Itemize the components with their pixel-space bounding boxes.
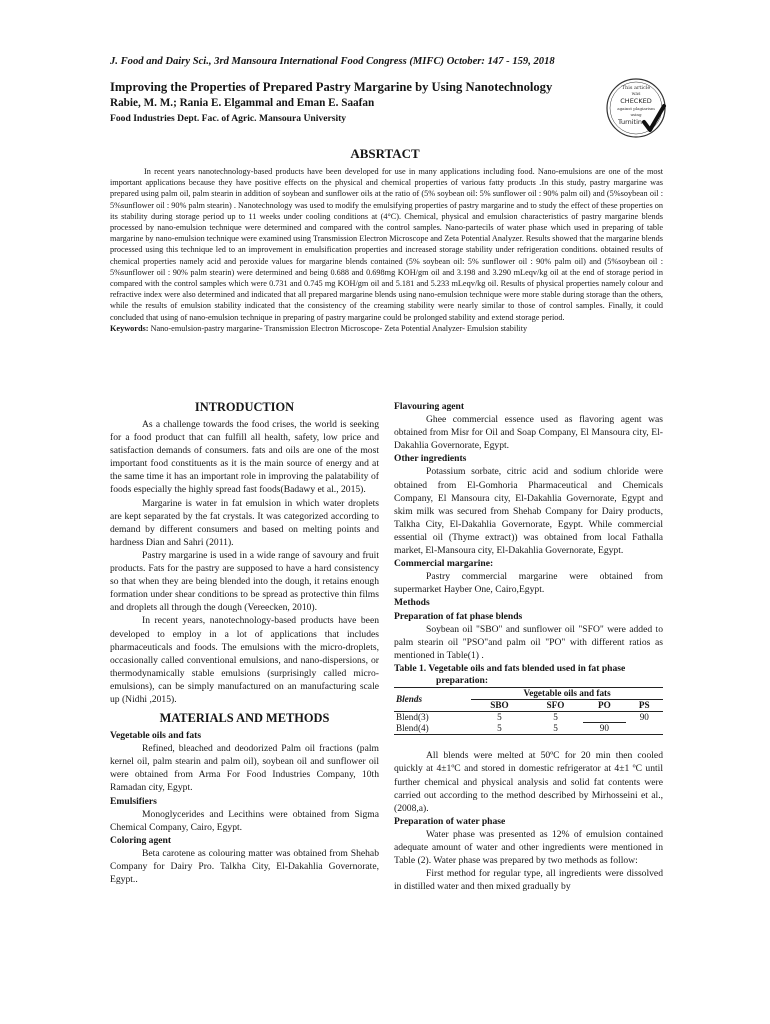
flavouring-agent-heading: Flavouring agent xyxy=(394,401,465,412)
turnitin-stamp-icon xyxy=(604,76,668,140)
other-ingredients-heading: Other ingredients xyxy=(394,453,467,465)
keywords-label: Keywords: xyxy=(110,323,149,333)
stamp-line2: was xyxy=(631,92,641,97)
materials-methods-heading: MATERIALS AND METHODS xyxy=(159,711,330,726)
intro-paragraph-1: As a challenge towards the food crises, the world is seeking for a food product that can fulfill all health, safety, low price and satisfaction demands of consumers. fats and oils are one of the most important food constituents as it is the main source of energy and at the same time it has an important role in improving the palatability of foods especially the highly spread fast foods(Badawy et al., 2015). xyxy=(110,419,379,496)
table-cell: 5 xyxy=(528,723,583,735)
paper-title: Improving the Properties of Prepared Pastry Margarine by Using Nanotechnology xyxy=(110,80,553,94)
table-header-po: PO xyxy=(598,699,611,710)
table-cell xyxy=(583,711,625,723)
stamp-line1: This article xyxy=(621,85,651,91)
table-cell: 90 xyxy=(639,711,649,722)
table-header-sfo: SFO xyxy=(546,699,565,710)
abstract-text: In recent years nanotechnology-based products have been developed for use in many applications including food. Nano-emulsions are one of the most important applications because they have positive effects on the physical and chemical properties of various fatty products .In this study, pastry margarine was prepared using palm oil, palm stearin in addition of soybean and sunflower oils at the ratio of (5% soybean oil: 5% sunflower oil : 90% palm oil) and (5%soybean oil : 5%sunflower oil : 90% palm stearin) . Nanotechnology was used to modify the emulsifying properties of pastry margarine and to study the effect of these properties on its stability during storage period up to 11 weeks under cooling conditions at (4°C). Chemical, physical and emulsion characteristics of pastry margarine blends processed by nano-emulsion technique were determined and compared with the control samples. Nano-partecils of water phase which used in preparing of table margarine by nano-emulsion technique were examined using Transmission Electron Microscope and Zeta Potential Analyzer. Results showed that the margarine blends processed using this technique led to an improvement in emulsification properties and increased storage stability under refrigeration conditions. obtained results of chemical properties namely acid and peroxide values for margarine blends contained (5% soybean oil: 5% sunflower oil : 90% palm oil) and (5%soybean oil : 5%sunflower oil : 90% palm stearin) were determined and being 0.688 and 0.698mg KOH/gm oil and 3.198 and 3.290 mLeqv/kg oil at the end of storage period in compared with the control samples which were 0.731 and 0.745 mg KOH/gm oil and 5.181 and 5.233 mLeqv/kg oil. Results of physical properties namely colour and refractive index were also determined and indicated that all prepared margarine blends using nano-emulsion technique were more stable during storage than the others, while the results of emulsion stability indicated that the consistency of the creaming stability were nearly similar to those of control samples. Finally, it could concluded that using of nano-emulsion technique in preparing of pastry margarine could be prolonged stability and extend storage period. xyxy=(110,167,663,322)
intro-paragraph-4: In recent years, nanotechnology-based products have been developed to employ in a lot of applications that includes pharmaceuticals and foods. The emulsions with the micro-droplets, occasionally called conventional emulsions, and nano-dispersions, or thermodynamically stable emulsions (surprisingly called micro-emulsions), can be simply manufactured on an manufacturing scale up (Nidhi ,2015). xyxy=(110,615,379,705)
right-column xyxy=(394,400,663,893)
commercial-margarine-text: Pastry commercial margarine were obtained from supermarket Hayber One, Cairo,Egypt. xyxy=(394,571,663,596)
emulsifiers-text: Monoglycerides and Lecithins were obtained from Sigma Chemical Company, Cairo, Egypt. xyxy=(110,808,379,833)
affiliation: Food Industries Dept. Fac. of Agric. Mansoura University xyxy=(110,113,347,124)
authors: Rabie, M. M.; Rania E. Elgammal and Eman E. Saafan xyxy=(110,97,375,109)
introduction-heading: INTRODUCTION xyxy=(194,400,295,414)
table-cell: 5 xyxy=(553,711,558,722)
flavouring-agent-text: Ghee commercial essence used as flavoring agent was obtained from Misr for Oil and Soap Company, El Mansoura city, El-Dakahlia Governorate, Egypt. xyxy=(394,414,663,452)
intro-paragraph-3: Pastry margarine is used in a wide range of savoury and fruit products. Fats for the pastry are supposed to have a hard consistency so that when they are being blended into the dough, it retains enough formation under shear conditions to be spread as protective thin films and droplets all through the dough (Vereecken, 2010). xyxy=(110,549,379,614)
preparation-fat-text: Soybean oil "SBO" and sunflower oil "SFO" were added to palm stearin oil "PSO"and palm oil "PO" with different ratios as mentioned in Table(1) . xyxy=(394,623,663,661)
coloring-agent-text: Beta carotene as colouring matter was obtained from Shehab Company for Dairy Pro. Talkha City, El-Dakahlia Governorate, Egypt.. xyxy=(110,847,379,886)
blends-table xyxy=(394,687,663,736)
left-column xyxy=(110,400,379,886)
table-1-caption-cont: preparation: xyxy=(436,674,489,686)
commercial-margarine-heading: Commercial margarine: xyxy=(394,558,494,570)
table-group-header: Vegetable oils and fats xyxy=(471,687,663,699)
table-1-caption: Table 1. Vegetable oils and fats blended used in fat phase xyxy=(394,662,626,674)
first-method-text: First method for regular type, all ingredients were dissolved in distilled water and then mixed gradually by xyxy=(394,868,663,893)
stamp-line6: Turnitin xyxy=(617,118,643,126)
table-col-blends: Blends xyxy=(394,687,471,711)
stamp-line3: CHECKED xyxy=(620,97,652,105)
table-row-name: Blend(4) xyxy=(394,723,471,735)
table-row xyxy=(394,723,663,735)
table-cell: 5 xyxy=(471,723,528,735)
table-header-ps: PS xyxy=(638,699,650,710)
journal-citation: J. Food and Dairy Sci., 3rd Mansoura International Food Congress (MIFC) October: 147 - 159, 2018 xyxy=(110,56,555,67)
water-phase-text: Water phase was presented as 12% of emulsion contained adequate amount of water and other ingredients were mentioned in Table (2). Water phase was prepared by two methods as follow: xyxy=(394,828,663,867)
emulsifiers-heading: Emulsifiers xyxy=(110,795,157,807)
table-row-name: Blend(3) xyxy=(396,711,429,722)
abstract-heading: ABSRTACT xyxy=(350,146,420,161)
stamp-line4: against plagiarism xyxy=(617,106,655,111)
preparation-fat-heading: Preparation of fat phase blends xyxy=(394,610,523,622)
water-phase-heading: Preparation of water phase xyxy=(394,815,506,827)
methods-heading: Methods xyxy=(394,597,430,609)
intro-paragraph-2: Margarine is water in fat emulsion in which water droplets are kept separated by the fat crystals. It was categorized according to demand by different consumers and based on melting points and hardness Dian and Sahri (2011). xyxy=(110,497,379,548)
vegetable-oils-heading: Vegetable oils and fats xyxy=(110,730,202,742)
vegetable-oils-text: Refined, bleached and deodorized Palm oil fractions (palm kernel oil, palm stearin and palm oil), soybean oil and sunflower oil were obtained from Arma For Food Industries Company, 10th Ramadan city, Egypt. xyxy=(110,743,379,794)
stamp-line5: using xyxy=(630,112,642,117)
table-cell xyxy=(626,723,663,735)
table-row xyxy=(394,711,663,723)
other-ingredients-text: Potassium sorbate, citric acid and sodium chloride were obtained from El-Gomhoria Pharmaceutical and Chemicals Company, El Mansoura city, El-Dakahlia Governorate, Egypt and skim milk was secured from Shehab Company for Dairy products, Talkha City, El-Dakahlia Governorate, Egypt. While commercial essential oil (Thyme extract)) was obtained from local Fathalla market, El-Mansoura city, El-Dakahlia Governorate, Egypt. xyxy=(394,466,663,557)
keywords xyxy=(110,323,663,334)
after-table-text: All blends were melted at 50ºC for 20 min then cooled quickly at 4±1ºC and stored in domestic refrigerator at 4±1 ºC until further chemical and physical analysis and solid fat contents were carried out according to the method described by Mirhosseini et al., (2008,a). xyxy=(394,750,663,814)
coloring-agent-heading: Coloring agent xyxy=(110,834,172,846)
keywords-list: Nano-emulsion-pastry margarine- Transmission Electron Microscope- Zeta Potential Analyzer- Emulsion stability xyxy=(148,323,528,333)
table-cell: 5 xyxy=(497,711,502,722)
table-cell: 90 xyxy=(583,723,625,735)
table-header-sbo: SBO xyxy=(490,699,509,710)
abstract xyxy=(110,166,663,334)
